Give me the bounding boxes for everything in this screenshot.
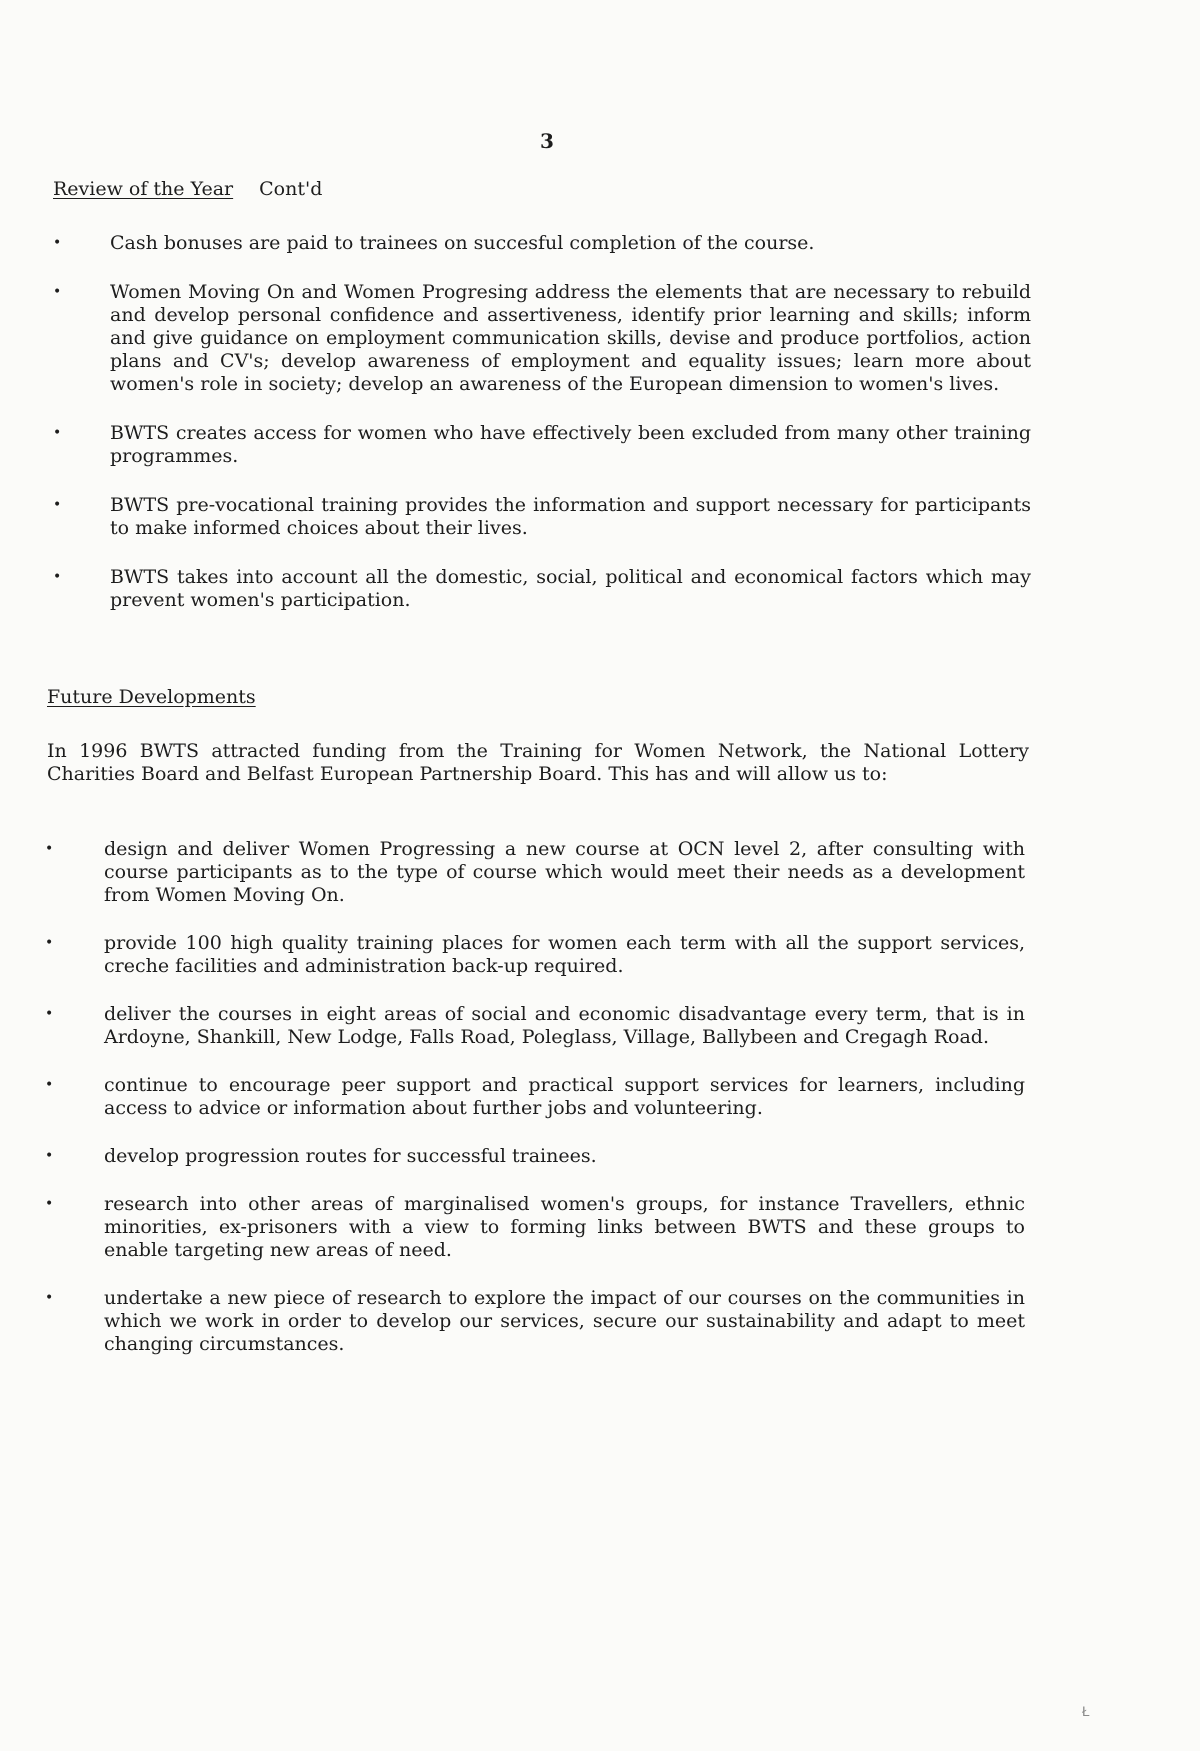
list-item-text: BWTS takes into account all the domestic, social, political and economical factors which may prevent women's participation. xyxy=(110,566,1031,611)
list-item-text: continue to encourage peer support and practical support services for learners, including access to advice or information about further jobs and volunteering. xyxy=(104,1074,1025,1119)
list-item-text: Cash bonuses are paid to trainees on succesful completion of the course. xyxy=(110,232,815,254)
list-item-text: deliver the courses in eight areas of social and economic disadvantage every term, that is in Ardoyne, Shankill, New Lodge, Falls Road, Poleglass, Village, Ballybeen and Cregagh Road. xyxy=(104,1003,1025,1048)
bullet-icon: • xyxy=(45,1006,54,1022)
list-item xyxy=(45,1003,1025,1049)
bullet-icon: • xyxy=(45,935,54,951)
list-item-text: provide 100 high quality training places for women each term with all the support services, creche facilities and administration back-up required. xyxy=(104,932,1025,977)
bullet-icon: • xyxy=(53,569,62,585)
list-item xyxy=(45,1193,1025,1262)
list-item xyxy=(45,1287,1025,1356)
list-item-text: BWTS creates access for women who have effectively been excluded from many other training programmes. xyxy=(110,422,1031,467)
list-item-text: Women Moving On and Women Progresing address the elements that are necessary to rebuild and develop personal confidence and assertiveness, identify prior learning and skills; inform and give guidance on employment communication skills, devise and produce portfolios, action plans and CV's; develop awareness of employment and equality issues; learn more about women's role in society; develop an awareness of the European dimension to women's lives. xyxy=(110,281,1031,395)
future-bullet-list xyxy=(45,838,1025,1381)
page-number: 3 xyxy=(540,129,554,153)
review-contd: Cont'd xyxy=(259,178,323,200)
bullet-icon: • xyxy=(45,1196,54,1212)
list-item xyxy=(53,422,1031,468)
bullet-icon: • xyxy=(53,425,62,441)
review-heading xyxy=(53,178,322,201)
review-bullet-list xyxy=(53,232,1031,638)
list-item xyxy=(53,566,1031,612)
list-item-text: undertake a new piece of research to explore the impact of our courses on the communities in which we work in order to develop our services, secure our sustainability and adapt to meet changing circumstances. xyxy=(104,1287,1025,1355)
list-item-text: develop progression routes for successful trainees. xyxy=(104,1145,597,1167)
bullet-icon: • xyxy=(45,1148,54,1164)
bullet-icon: • xyxy=(53,497,62,513)
corner-mark: Ł xyxy=(1082,1703,1090,1719)
list-item-text: BWTS pre-vocational training provides the information and support necessary for participants to make informed choices about their lives. xyxy=(110,494,1031,539)
list-item xyxy=(53,494,1031,540)
bullet-icon: • xyxy=(45,1290,54,1306)
list-item xyxy=(45,838,1025,907)
future-heading xyxy=(47,686,256,709)
bullet-icon: • xyxy=(45,841,54,857)
list-item xyxy=(53,281,1031,396)
future-intro-paragraph: In 1996 BWTS attracted funding from the Training for Women Network, the National Lottery Charities Board and Belfast European Partnership Board. This has and will allow us to: xyxy=(47,740,1029,785)
list-item-text: design and deliver Women Progressing a new course at OCN level 2, after consulting with course participants as to the type of course which would meet their needs as a development from Women Moving On. xyxy=(104,838,1025,906)
list-item xyxy=(45,1074,1025,1120)
list-item-text: research into other areas of marginalised women's groups, for instance Travellers, ethnic minorities, ex-prisoners with a view to forming links between BWTS and these groups to enable targeting new areas of need. xyxy=(104,1193,1025,1261)
list-item xyxy=(53,232,1031,255)
bullet-icon: • xyxy=(45,1077,54,1093)
list-item xyxy=(45,1145,1025,1168)
review-title: Review of the Year xyxy=(53,178,234,200)
list-item xyxy=(45,932,1025,978)
bullet-icon: • xyxy=(53,235,62,251)
bullet-icon: • xyxy=(53,284,62,300)
future-title: Future Developments xyxy=(47,686,256,708)
